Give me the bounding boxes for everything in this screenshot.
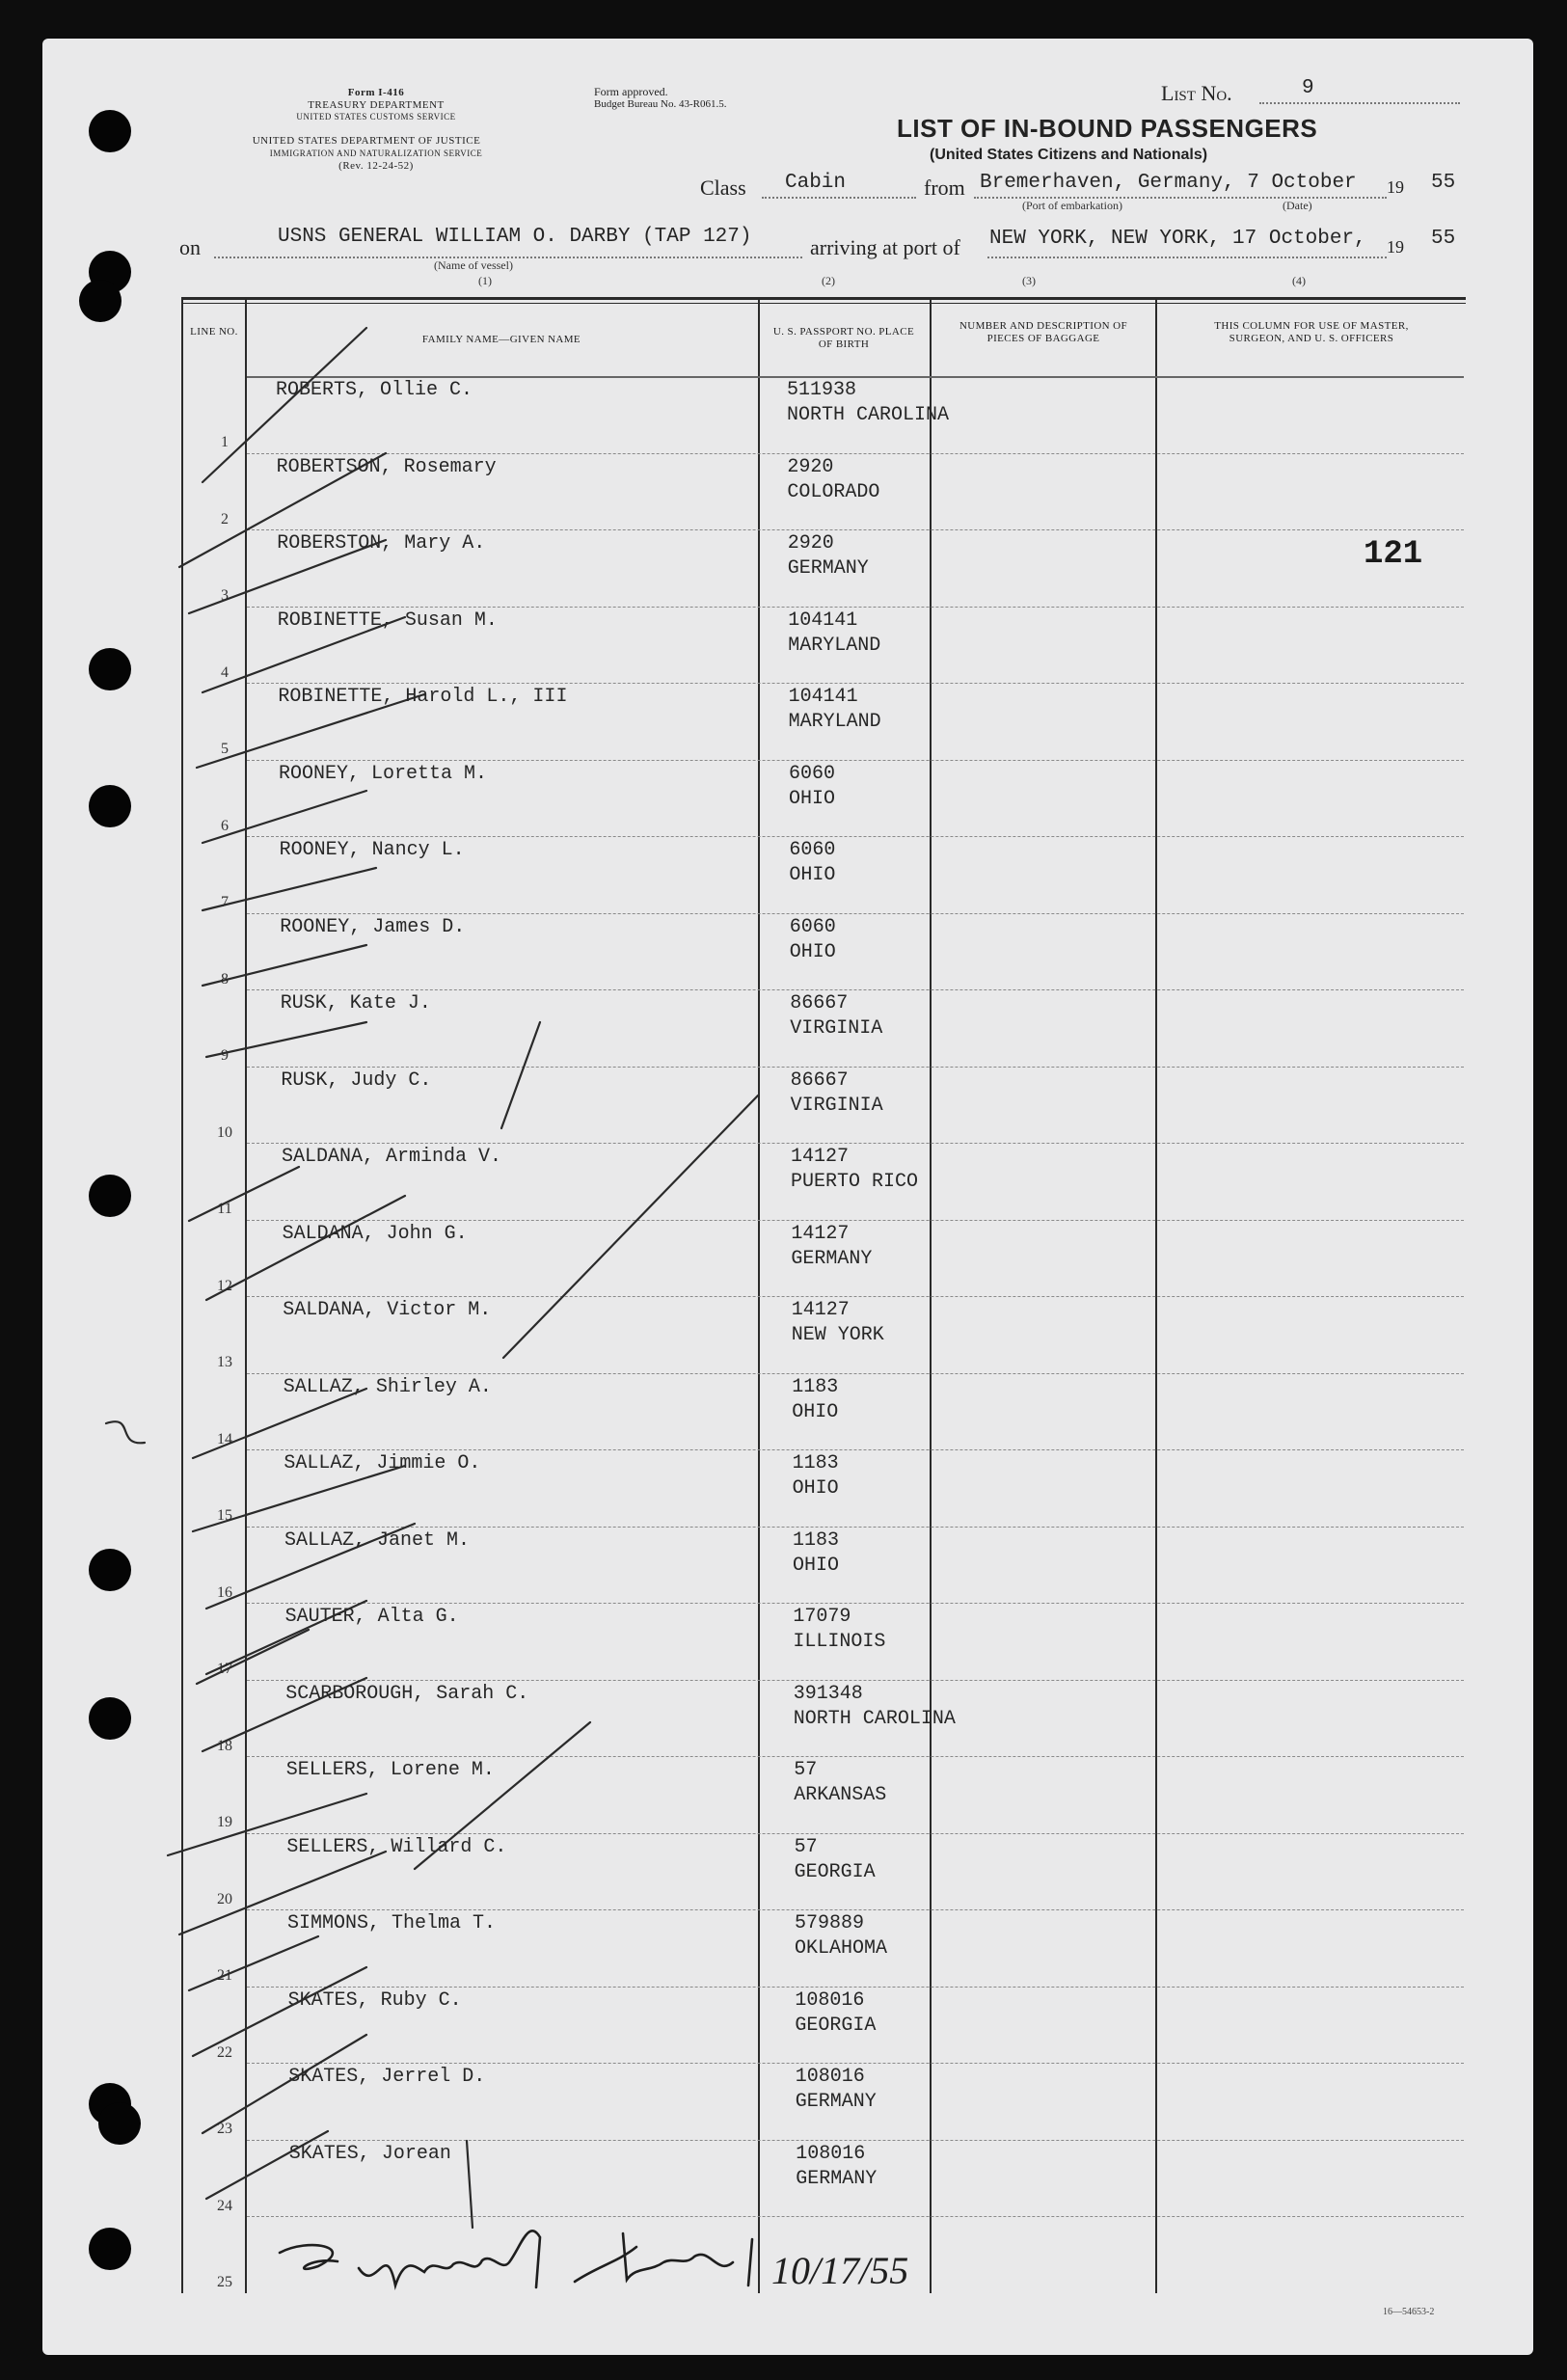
row-divider [247,529,1464,530]
passenger-name: ROBERTS, Ollie C. [276,379,473,401]
line-number: 7 [221,894,229,910]
row-divider [247,1833,1464,1834]
passport-number: 108016 [796,2142,866,2165]
passenger-name: ROBINETTE, Harold L., III [278,686,568,708]
passport-number: 511938 [787,379,857,401]
row-divider [247,1449,1464,1450]
punch-hole [89,648,131,690]
birthplace: OHIO [789,940,836,963]
list-no-value: 9 [1302,77,1314,99]
passport-number: 57 [794,1835,818,1858]
year-prefix-from: 19 [1387,177,1404,197]
birthplace: OKLAHOMA [795,1937,888,1960]
passenger-name: SELLERS, Lorene M. [285,1759,495,1781]
row-divider [247,1296,1464,1297]
birthplace: OHIO [789,787,836,810]
passport-number: 14127 [791,1299,850,1321]
passenger-name: ROONEY, Nancy L. [279,839,465,861]
passenger-name: SKATES, Ruby C. [287,1988,462,2012]
birthplace: ILLINOIS [793,1631,886,1653]
birthplace: VIRGINIA [790,1094,883,1117]
port-embarkation-caption: (Port of embarkation) [1022,199,1122,212]
birthplace: OHIO [789,864,836,886]
birthplace: OHIO [793,1554,840,1577]
punch-hole [89,785,131,827]
class-label: Class [700,176,746,200]
header-passport: U. S. PASSPORT NO. PLACE OF BIRTH [772,326,915,350]
row-divider [247,683,1464,684]
line-number: 11 [217,1201,232,1217]
passport-number: 14127 [791,1222,850,1245]
from-value: Bremerhaven, Germany, 7 October [980,172,1357,194]
immigration-service: IMMIGRATION AND NATURALIZATION SERVICE [269,149,483,158]
punch-hole [98,2102,141,2145]
line-number: 19 [217,1814,232,1830]
line-number: 22 [217,2043,232,2061]
row-divider [247,1909,1464,1910]
birthplace: GERMANY [787,557,869,580]
birthplace: GERMANY [796,2167,878,2190]
list-no-label: List No. [1161,81,1232,105]
passenger-name: SALLAZ, Shirley A. [283,1375,492,1398]
line-number: 20 [217,1890,232,1907]
passenger-name: ROBERTSON, Rosemary [276,455,497,478]
punch-hole [79,280,122,322]
passenger-name: SELLERS, Willard C. [286,1835,507,1858]
birthplace: MARYLAND [788,634,881,657]
line-number: 21 [217,1967,232,1984]
passport-number: 108016 [795,2066,865,2088]
row-divider [247,1067,1464,1068]
line-number: 12 [217,1277,232,1294]
passport-number: 6060 [789,762,836,785]
row-divider [247,1603,1464,1604]
line-number: 23 [217,2121,232,2137]
passenger-name: RUSK, Kate J. [280,992,431,1014]
line-number: 9 [221,1047,229,1064]
passport-number: 108016 [795,1988,865,2012]
passport-number: 1183 [792,1375,839,1398]
passenger-name: SIMMONS, Thelma T. [287,1912,497,1934]
line-number: 14 [217,1430,232,1447]
footer-code: 16—54653-2 [1383,2307,1435,2317]
col-divider-passport [930,297,932,2293]
date-caption: (Date) [1283,199,1312,212]
col-divider-name [758,297,760,2293]
row-divider [247,1987,1464,1988]
form-number: Form I-416 [347,87,405,98]
row-divider [247,607,1464,608]
birthplace: OHIO [792,1400,839,1423]
line-number: 15 [217,1507,232,1524]
list-no-line [1259,102,1460,104]
punch-hole [89,110,131,152]
on-label: on [179,235,201,259]
table-top-rule-2 [181,303,1466,304]
line-number: 17 [217,1661,232,1677]
line-number: 5 [221,741,229,757]
line-number: 3 [221,587,229,604]
birthplace: PUERTO RICO [791,1171,919,1193]
passport-number: 57 [794,1759,818,1781]
passport-number: 104141 [788,609,858,632]
line-number: 4 [221,663,229,681]
year-arrival: 55 [1431,228,1456,250]
row-divider [247,760,1464,761]
passport-number: 6060 [789,915,836,938]
line-number: 1 [221,434,229,450]
birthplace: GEORGIA [795,2014,877,2037]
row-divider [247,836,1464,837]
arrival-port: NEW YORK, NEW YORK, 17 October, [989,228,1366,250]
row-divider [247,1527,1464,1528]
passport-number: 6060 [789,839,836,861]
header-line-no: LINE NO. [190,326,238,338]
birthplace: NEW YORK [791,1324,884,1346]
class-line [762,197,916,199]
passenger-name: ROONEY, James D. [280,915,466,938]
passport-number: 1183 [793,1528,840,1552]
line-number: 13 [217,1354,232,1370]
col-number-3: (3) [1022,274,1036,287]
passenger-name: SALDANA, John G. [282,1222,468,1245]
header-baggage: NUMBER AND DESCRIPTION OF PIECES OF BAGGAGE [959,320,1128,344]
passport-number: 391348 [793,1682,863,1705]
passenger-name: ROONEY, Loretta M. [279,762,488,785]
punch-hole [89,1697,131,1740]
year-prefix-arrival: 19 [1387,237,1404,257]
birthplace: OHIO [792,1477,839,1500]
row-divider [247,2216,1464,2217]
passport-number: 104141 [788,686,858,708]
signature-date: 10/17/55 [771,2249,909,2292]
row-divider [247,2063,1464,2064]
row-divider [247,1756,1464,1757]
from-label: from [924,176,965,200]
passenger-name: SCARBOROUGH, Sarah C. [285,1682,529,1705]
col-divider-baggage [1155,297,1157,2293]
arriving-label: arriving at port of [810,235,960,259]
officer-stamp: 121 [1364,536,1423,573]
line-number: 2 [221,510,229,527]
treasury-dept: TREASURY DEPARTMENT [308,99,445,111]
revision-date: (Rev. 12-24-52) [338,160,414,172]
row-divider [247,1373,1464,1374]
line-number: 8 [221,970,229,987]
col-number-4: (4) [1292,274,1306,287]
passport-number: 86667 [790,1068,849,1092]
row-divider [247,989,1464,990]
punch-hole [89,1175,131,1217]
row-divider [247,1143,1464,1144]
birthplace: NORTH CAROLINA [787,404,950,426]
passport-number: 579889 [795,1912,865,1934]
row-divider [247,453,1464,454]
passenger-name: SAUTER, Alta G. [284,1606,459,1628]
col-number-2: (2) [822,274,835,287]
birthplace: MARYLAND [788,711,881,733]
punch-hole [89,2228,131,2270]
line-number: 10 [217,1123,232,1141]
justice-dept: UNITED STATES DEPARTMENT OF JUSTICE [252,135,481,147]
passenger-name: SALLAZ, Janet M. [284,1528,471,1552]
passport-number: 2920 [787,455,834,478]
birthplace: COLORADO [787,480,880,503]
customs-service: UNITED STATES CUSTOMS SERVICE [296,112,456,122]
passenger-name: SALDANA, Victor M. [283,1299,492,1321]
birthplace: ARKANSAS [794,1784,887,1806]
birthplace: GEORGIA [794,1860,876,1883]
form-approved: Form approved. [594,85,668,98]
header-name: FAMILY NAME—GIVEN NAME [421,334,581,345]
passenger-name: SKATES, Jerrel D. [288,2066,486,2088]
passport-number: 17079 [793,1606,851,1628]
row-divider [247,1680,1464,1681]
col-number-1: (1) [478,274,492,287]
passenger-name: SALDANA, Arminda V. [282,1146,502,1168]
vessel-caption: (Name of vessel) [434,258,513,272]
birthplace: VIRGINIA [790,1017,883,1040]
table-top-rule [181,297,1466,300]
arrival-line [987,257,1387,258]
row-divider [247,2140,1464,2141]
passenger-name: ROBERSTON, Mary A. [277,532,486,554]
row-divider [247,913,1464,914]
document-subtitle: (United States Citizens and Nationals) [930,147,1208,163]
document-title: LIST OF IN-BOUND PASSENGERS [897,114,1318,143]
budget-bureau: Budget Bureau No. 43-R061.5. [594,98,727,110]
passport-number: 86667 [790,992,849,1014]
line-number: 16 [217,1583,232,1601]
line-number: 6 [221,817,229,834]
col-divider-line [245,297,247,2293]
vessel-name: USNS GENERAL WILLIAM O. DARBY (TAP 127) [278,226,752,248]
punch-hole [89,1549,131,1591]
birthplace: GERMANY [791,1247,873,1270]
line-number: 24 [217,2197,232,2214]
class-value: Cabin [785,172,847,194]
year-from: 55 [1431,172,1456,194]
passport-number: 1183 [792,1452,839,1474]
passport-number: 2920 [787,532,834,554]
birthplace: GERMANY [795,2091,877,2113]
row-divider [247,1220,1464,1221]
passport-number: 14127 [791,1146,850,1168]
line-number: 18 [217,1737,232,1754]
passenger-name: RUSK, Judy C. [281,1068,432,1092]
passenger-name: ROBINETTE, Susan M. [277,609,498,632]
header-officers: THIS COLUMN FOR USE OF MASTER, SURGEON, AND U. S. OFFICERS [1214,320,1409,344]
line-number: 25 [217,2274,232,2290]
table-left-rule [181,297,183,2293]
birthplace: NORTH CAROLINA [793,1707,956,1730]
passenger-name: SKATES, Jorean [288,2142,451,2165]
passenger-name: SALLAZ, Jimmie O. [284,1452,481,1474]
